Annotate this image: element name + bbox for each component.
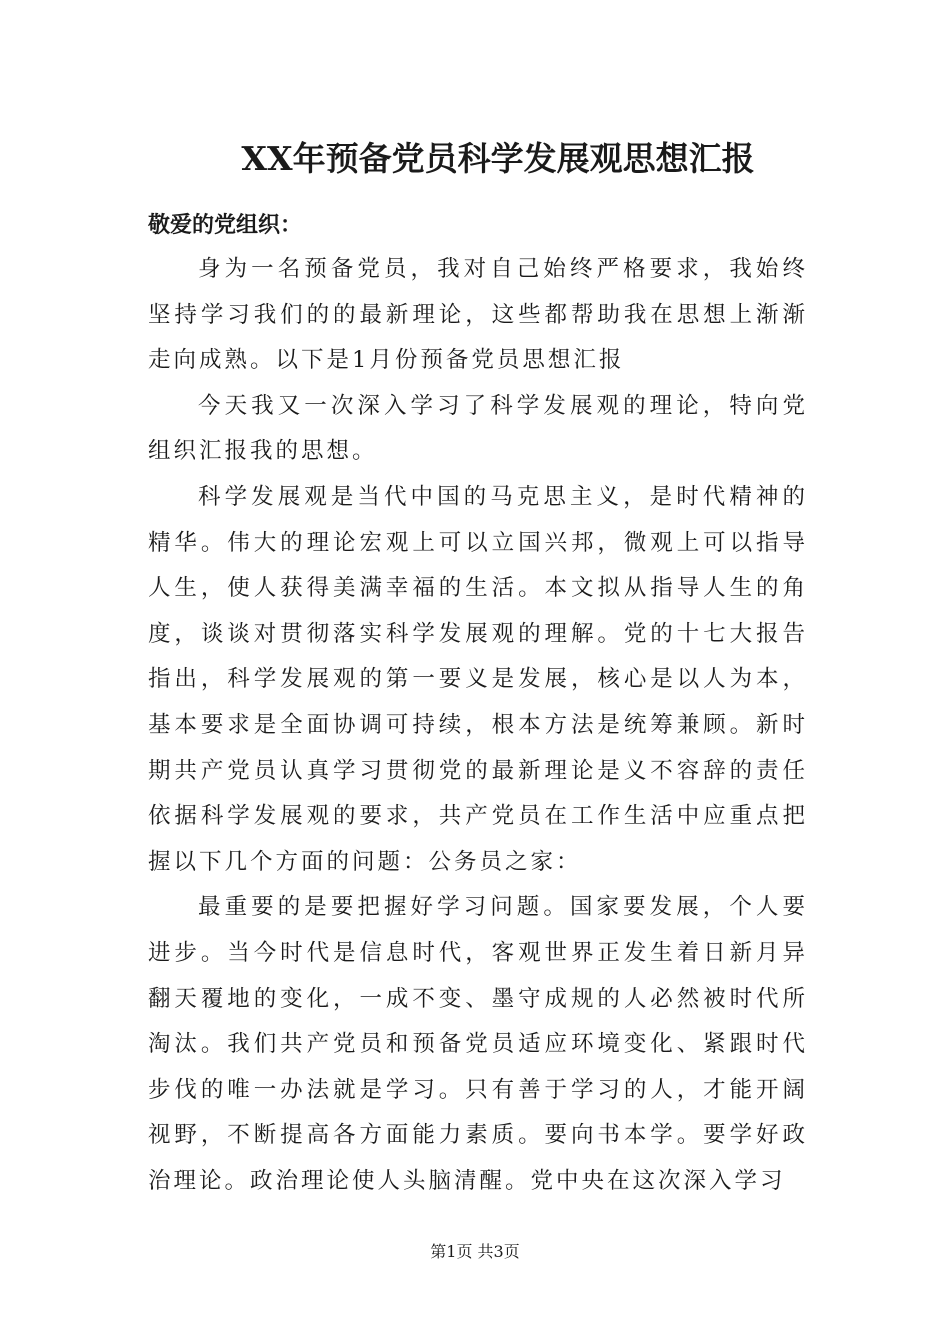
paragraph-4: 最重要的是要把握好学习问题。国家要发展，个人要进步。当今时代是信息时代，客观世界正发生着日新月异翻天覆地的变化，一成不变、墨守成规的人必然被时代所淘汰。我们共产党员和预备党员适应环境变化、紧跟时代步伐的唯一办法就是学习。只有善于学习的人，才能开阔视野，不断提高各方面能力素质。要向书本学。要学好政治理论。政治理论使人头脑清醒。党中央在这次深入学习 [148, 894, 808, 1194]
document-title: XX年预备党员科学发展观思想汇报 [241, 139, 755, 178]
paragraph-1: 身为一名预备党员，我对自己始终严格要求，我始终坚持学习我们的的最新理论，这些都帮助我在思想上渐渐走向成熟。以下是1月份预备党员思想汇报 [148, 256, 808, 374]
salutation: 敬爱的党组织： [148, 212, 303, 238]
paragraph-2: 今天我又一次深入学习了科学发展观的理论，特向党组织汇报我的思想。 [148, 392, 808, 465]
page-number-footer: 第1页 共3页 [430, 1242, 520, 1261]
paragraph-3: 科学发展观是当代中国的马克思主义，是时代精神的精华。伟大的理论宏观上可以立国兴邦，微观上可以指导人生，使人获得美满幸福的生活。本文拟从指导人生的角度，谈谈对贯彻落实科学发展观的理解。党的十七大报告指出，科学发展观的第一要义是发展，核心是以人为本，基本要求是全面协调可持续，根本方法是统筹兼顾。新时期共产党员认真学习贯彻党的最新理论是义不容辞的责任依据科学发展观的要求，共产党员在工作生活中应重点把握以下几个方面的问题：公务员之家： [148, 483, 808, 875]
document-body [148, 203, 808, 1204]
